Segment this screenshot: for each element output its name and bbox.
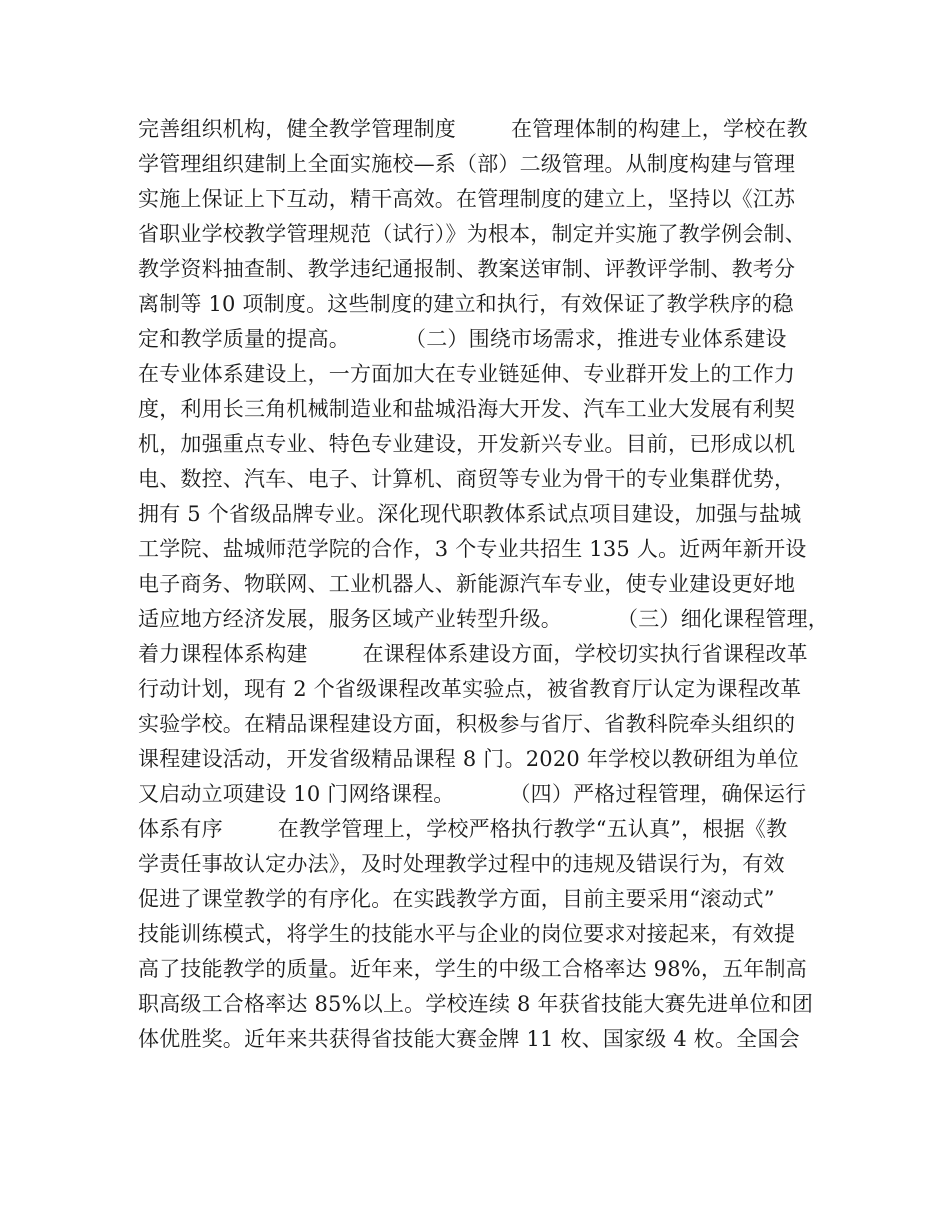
text-line: 在专业体系建设上，一方面加大在专业链延伸、专业群开发上的工作力 [138,362,796,386]
text-line: 实验学校。在精品课程建设方面，积极参与省厅、省教科院牵头组织的 [138,712,796,736]
text-line: 学责任事故认定办法》，及时处理教学过程中的违规及错误行为，有效 [138,852,785,876]
text-line: 度，利用长三角机械制造业和盐城沿海大开发、汽车工业大发展有利契 [138,397,796,421]
text-line: 机，加强重点专业、特色专业建设，开发新兴专业。目前，已形成以机 [138,432,796,456]
text-line: 电子商务、物联网、工业机器人、新能源汽车专业，使专业建设更好地 [138,572,796,596]
text-line: 完善组织机构，健全教学管理制度 在管理体制的构建上，学校在教 [138,117,808,141]
text-line: 电、数控、汽车、电子、计算机、商贸等专业为骨干的专业集群优势， [138,467,796,491]
text-line: 行动计划，现有 2 个省级课程改革实验点，被省教育厅认定为课程改革 [138,677,802,701]
text-line: 省职业学校教学管理规范（试行）》为根本，制定并实施了教学例会制、 [138,222,806,246]
text-line: 课程建设活动，开发省级精品课程 8 门。2020 年学校以教研组为单位 [138,747,799,771]
text-line: 技能训练模式，将学生的技能水平与企业的岗位要求对接起来，有效提 [138,922,796,946]
text-line: 适应地方经济发展，服务区域产业转型升级。 （三）细化课程管理， [138,607,829,631]
text-line: 教学资料抽查制、教学违纪通报制、教案送审制、评教评学制、教考分 [138,257,796,281]
text-line: 又启动立项建设 10 门网络课程。 （四）严格过程管理，确保运行 [138,782,807,806]
text-line: 实施上保证上下互动，精干高效。在管理制度的建立上，坚持以《江苏 [138,187,796,211]
text-line: 体系有序 在教学管理上，学校严格执行教学“五认真”，根据《教 [138,817,788,841]
body-text [138,112,838,1057]
text-line: 学管理组织建制上全面实施校—系（部）二级管理。从制度构建与管理 [138,152,796,176]
text-line: 体优胜奖。近年来共获得省技能大赛金牌 11 枚、国家级 4 枚。全国会 [138,1027,800,1051]
text-line: 离制等 10 项制度。这些制度的建立和执行，有效保证了教学秩序的稳 [138,292,794,316]
text-line: 促进了课堂教学的有序化。在实践教学方面，目前主要采用“滚动式” [138,887,775,911]
text-line: 高了技能教学的质量。近年来，学生的中级工合格率达 98%，五年制高 [138,957,807,981]
text-line: 定和教学质量的提高。 （二）围绕市场需求，推进专业体系建设 [138,327,787,351]
text-line: 职高级工合格率达 85%以上。学校连续 8 年获省技能大赛先进单位和团 [138,992,814,1016]
text-line: 工学院、盐城师范学院的合作，3 个专业共招生 135 人。近两年新开设 [138,537,807,561]
text-line: 拥有 5 个省级品牌专业。深化现代职教体系试点项目建设，加强与盐城 [138,502,802,526]
text-line: 着力课程体系构建 在课程体系建设方面，学校切实执行省课程改革 [138,642,808,666]
